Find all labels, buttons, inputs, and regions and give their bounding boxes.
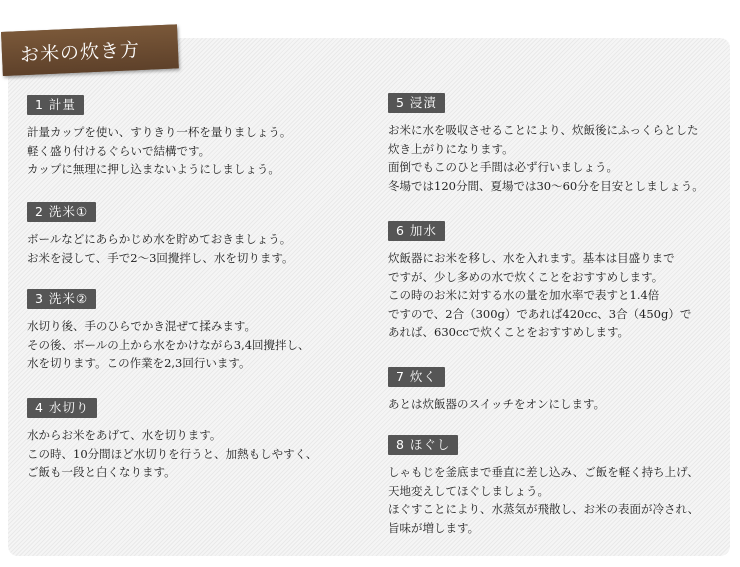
step-text-line: あとは炊飯器のスイッチをオンにします。 bbox=[388, 397, 606, 411]
step-text-line: ですので、2合（300g）であれば420cc、3合（450g）で bbox=[388, 306, 692, 321]
step-label: 5 浸漬 bbox=[388, 93, 445, 113]
step-text-line: 炊き上がりになります。 bbox=[388, 141, 514, 156]
step-text-line: ボールなどにあらかじめ水を貯めておきましょう。 bbox=[27, 232, 292, 246]
step-text-line: この時、10分間ほど水切りを行うと、加熱もしやすく、 bbox=[27, 446, 318, 461]
step-label: 2 洗米① bbox=[27, 202, 96, 222]
step-description bbox=[27, 426, 317, 482]
step-text-line: カップに無理に押し込まないようにしましょう。 bbox=[27, 162, 280, 176]
step-text-line: お米を浸して、手で2～3回攪拌し、水を切ります。 bbox=[27, 250, 294, 265]
step-text-line: 軽く盛り付けるぐらいで結構です。 bbox=[27, 143, 211, 158]
step-label: 1 計量 bbox=[27, 95, 84, 115]
step-label: 4 水切り bbox=[27, 398, 97, 418]
step-keiryo bbox=[27, 94, 291, 179]
step-text-line: 炊飯器にお米を移し、水を入れます。基本は目盛りまで bbox=[388, 251, 675, 265]
step-text-line: ですが、少し多めの水で炊くことをおすすめします。 bbox=[388, 269, 664, 284]
step-text-line: 水を切ります。この作業を2,3回行います。 bbox=[27, 356, 251, 370]
step-description bbox=[27, 317, 310, 373]
step-kasui bbox=[388, 220, 691, 342]
step-label: 6 加水 bbox=[388, 221, 445, 241]
step-hogushi bbox=[388, 434, 699, 537]
step-description bbox=[27, 123, 291, 179]
page-title: お米の炊き方 bbox=[19, 38, 141, 67]
step-shinseki bbox=[388, 92, 704, 195]
step-text-line: 冬場では120分間、夏場では30～60分を目安としましょう。 bbox=[388, 178, 704, 193]
step-text-line: 面倒でもこのひと手間は必ず行いましょう。 bbox=[388, 160, 618, 174]
step-text-line: 旨味が増します。 bbox=[388, 520, 480, 535]
step-label: 3 洗米② bbox=[27, 289, 96, 309]
step-description bbox=[388, 249, 691, 342]
step-text-line: 水切り後、手のひらでかき混ぜて揉みます。 bbox=[27, 319, 256, 333]
step-description bbox=[388, 463, 699, 537]
step-taku bbox=[388, 366, 605, 414]
step-mizukiri bbox=[27, 397, 317, 482]
step-text-line: その後、ボールの上から水をかけながら3,4回攪拌し、 bbox=[27, 337, 310, 352]
step-text-line: 水からお米をあげて、水を切ります。 bbox=[27, 428, 222, 442]
step-text-line: ほぐすことにより、水蒸気が飛散し、お米の表面が冷され、 bbox=[388, 502, 700, 516]
title-ribbon bbox=[1, 24, 179, 76]
step-text-line: 天地変えしてほぐしましょう。 bbox=[388, 483, 549, 498]
step-label: 8 ほぐし bbox=[388, 435, 458, 455]
step-text-line: あれば、630ccで炊くことをおすすめします。 bbox=[388, 325, 630, 339]
step-senmai-2 bbox=[27, 288, 310, 373]
step-text-line: しゃもじを釜底まで垂直に差し込み、ご飯を軽く持ち上げ、 bbox=[388, 465, 699, 479]
step-label: 7 炊く bbox=[388, 367, 445, 387]
step-text-line: お米に水を吸収させることにより、炊飯後にふっくらとした bbox=[388, 123, 699, 137]
step-description bbox=[388, 121, 704, 195]
step-description bbox=[388, 395, 605, 414]
step-text-line: 計量カップを使い、すりきり一杯を量りましょう。 bbox=[27, 125, 292, 139]
step-senmai-1 bbox=[27, 201, 293, 267]
step-text-line: この時のお米に対する水の量を加水率で表すと1.4倍 bbox=[388, 288, 660, 302]
step-description bbox=[27, 230, 293, 267]
step-text-line: ご飯も一段と白くなります。 bbox=[27, 465, 176, 479]
